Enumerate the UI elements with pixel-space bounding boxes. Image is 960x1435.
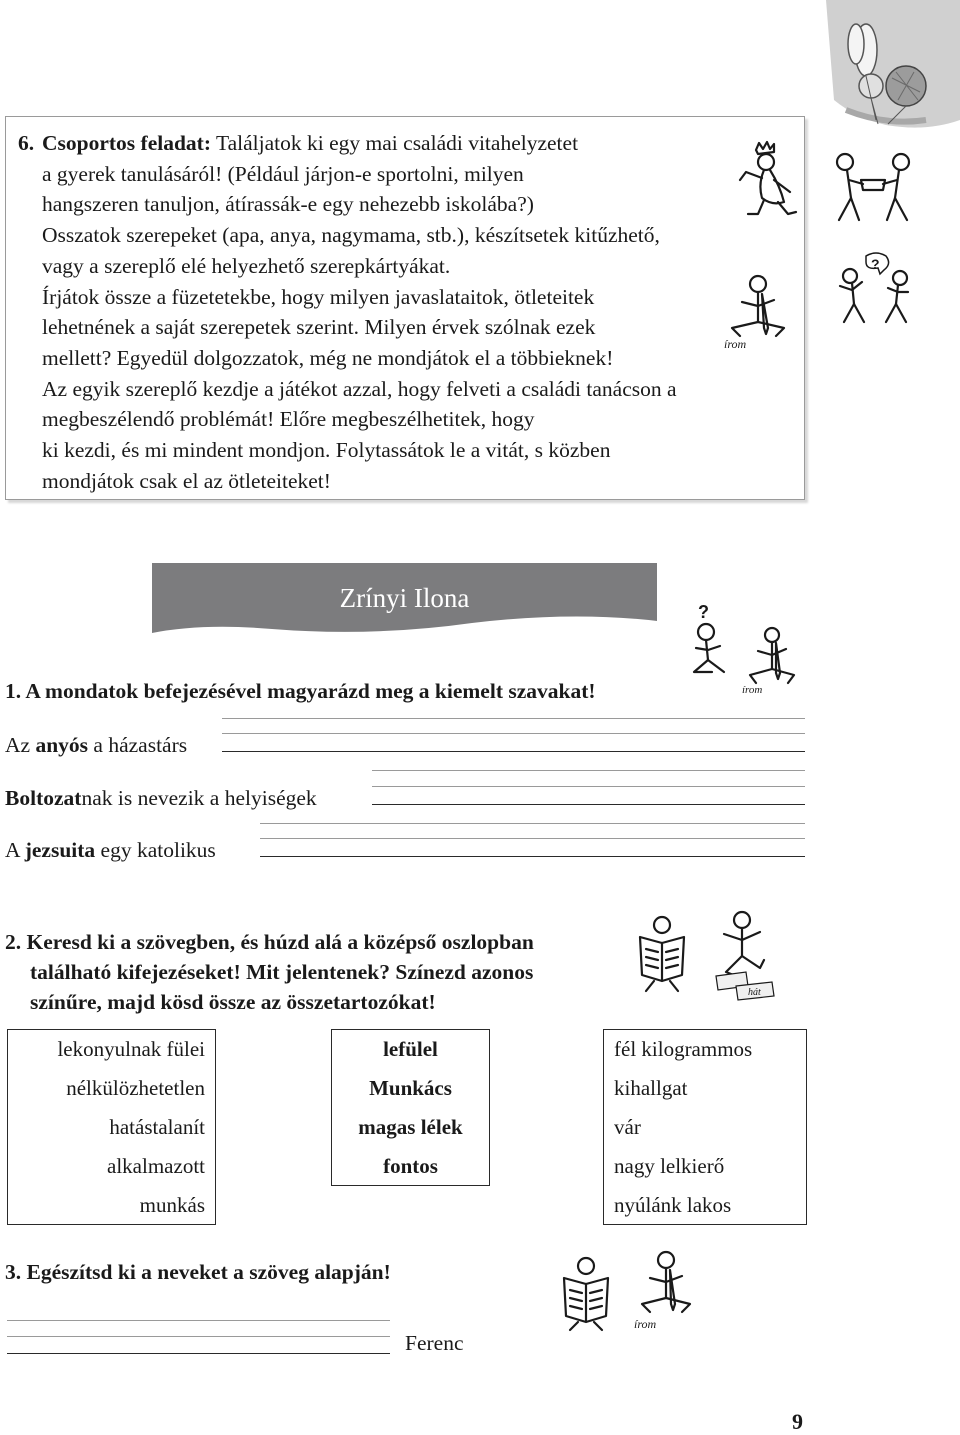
- reading-figure-icon: [556, 1256, 616, 1332]
- right-word[interactable]: kihallgat: [614, 1076, 688, 1100]
- left-word[interactable]: lekonyulnak fülei: [57, 1037, 205, 1061]
- svg-text:hát: hát: [748, 987, 761, 998]
- task-6-line: lehetnének a saját szerepetek szerint. Milyen érvek szólnak ezek: [42, 315, 596, 340]
- task-6-line: mellett? Egyedül dolgozzatok, még ne mondjátok el a többieknek!: [42, 345, 614, 370]
- writing-figure-icon: [722, 272, 794, 352]
- page-number: 9: [792, 1409, 803, 1434]
- middle-word[interactable]: lefülel: [383, 1037, 438, 1061]
- svg-text:írom: írom: [724, 337, 747, 351]
- middle-word-column: [331, 1029, 490, 1186]
- answer-line[interactable]: [7, 1336, 390, 1337]
- svg-text:?: ?: [698, 602, 709, 622]
- task-6-first-line: [18, 128, 802, 159]
- answer-line[interactable]: [260, 856, 805, 857]
- middle-word[interactable]: fontos: [383, 1154, 438, 1178]
- task-6-line: mondjátok csak el az ötleteiteket!: [42, 468, 331, 493]
- task-6-number: 6.: [18, 131, 35, 155]
- sentence-text: a házastárs: [88, 733, 188, 757]
- question-figure-icon: [686, 600, 736, 680]
- page-title: Zrínyi Ilona: [339, 583, 470, 613]
- task-6-line: Találjatok ki egy mai családi vitahelyzetet: [211, 131, 579, 155]
- middle-word[interactable]: magas lélek: [358, 1115, 463, 1139]
- sentence-text: Az: [5, 733, 36, 757]
- left-word-column: [7, 1029, 216, 1225]
- answer-line[interactable]: [260, 823, 805, 824]
- left-word[interactable]: munkás: [139, 1193, 205, 1217]
- svg-text:írom: írom: [742, 684, 763, 696]
- task-2-heading-line: található kifejezéseket! Mit jelentenek? Színezd azonos: [30, 960, 534, 984]
- task-6-line: Osszatok szerepeket (apa, anya, nagymama, stb.), készítsetek kitűzhető,: [42, 223, 660, 248]
- two-figures-table-icon: [833, 150, 913, 225]
- highlighted-word: Boltozat: [5, 786, 82, 810]
- left-word[interactable]: alkalmazott: [107, 1154, 205, 1178]
- answer-line[interactable]: [7, 1320, 390, 1321]
- answer-line[interactable]: [372, 786, 805, 787]
- task-1-sentence: [5, 783, 317, 813]
- middle-word[interactable]: Munkács: [369, 1076, 452, 1100]
- right-word[interactable]: fél kilogrammos: [614, 1037, 753, 1061]
- task-6-label: Csoportos feladat:: [42, 131, 211, 155]
- left-word[interactable]: nélkülözhetetlen: [66, 1076, 205, 1100]
- answer-line[interactable]: [222, 733, 805, 734]
- task-6-line: hangszeren tanuljon, átírassák-e egy nehezebb iskolába?): [42, 192, 534, 217]
- task-2-heading-line: színűre, majd kösd össze az összetartozókat!: [30, 990, 436, 1014]
- answer-line[interactable]: [260, 838, 805, 839]
- name-suffix: Ferenc: [405, 1331, 464, 1355]
- task-6-line: a gyerek tanulásáról! (Például járjon-e sportolni, milyen: [42, 161, 524, 186]
- left-word[interactable]: hatástalanít: [109, 1115, 205, 1139]
- sentence-text: egy katolikus: [95, 838, 216, 862]
- task-6-line: megbeszélendő problémát! Előre megbeszélhetitek, hogy: [42, 407, 535, 432]
- svg-text:írom: írom: [634, 1317, 657, 1331]
- right-word[interactable]: nagy lelkierő: [614, 1154, 725, 1178]
- task-1-sentence: [5, 835, 216, 865]
- reading-figure-icon: [632, 915, 692, 993]
- right-word[interactable]: nyúlánk lakos: [614, 1193, 732, 1217]
- task-1-heading: 1. A mondatok befejezésével magyarázd meg a kiemelt szavakat!: [5, 679, 596, 703]
- highlighted-word: anyós: [35, 733, 89, 757]
- sentence-text: nak is nevezik a helyiségek: [81, 786, 317, 810]
- task-6-text: [18, 128, 802, 496]
- right-word-column: [603, 1029, 807, 1225]
- task-3-heading: 3. Egészítsd ki a neveket a szöveg alapján!: [5, 1260, 391, 1284]
- crowned-figure-icon: [728, 140, 800, 220]
- answer-line[interactable]: [222, 751, 805, 752]
- sentence-text: A: [5, 838, 25, 862]
- highlighted-word: jezsuita: [24, 838, 96, 862]
- svg-text:?: ?: [871, 256, 880, 272]
- task-6-line: vagy a szereplő elé helyezhető szerepkártyákat.: [42, 253, 451, 278]
- task-1-sentence: [5, 730, 187, 760]
- task-6-line: ki kezdi, és mi mindent mondjon. Folytassátok le a vitát, s közben: [42, 438, 611, 463]
- answer-line[interactable]: [7, 1353, 390, 1354]
- answer-line[interactable]: [372, 804, 805, 805]
- right-word[interactable]: vár: [614, 1115, 641, 1139]
- task-6-line: Írjátok össze a füzetetekbe, hogy milyen javaslataitok, ötleteitek: [42, 284, 595, 309]
- task-6-line: Az egyik szereplő kezdje a játékot azzal, hogy felveti a családi tanácson a: [42, 376, 677, 401]
- answer-line[interactable]: [372, 770, 805, 771]
- figure-with-cards-icon: [712, 910, 792, 1002]
- task-2-heading-line: 2. Keresd ki a szövegben, és húzd alá a középső oszlopban: [5, 930, 534, 954]
- question-figures-icon: [836, 252, 916, 327]
- writing-figure-icon: [632, 1250, 700, 1332]
- answer-line[interactable]: [222, 718, 805, 719]
- writing-figure-icon: [740, 625, 800, 697]
- balloon-icon: [826, 0, 960, 132]
